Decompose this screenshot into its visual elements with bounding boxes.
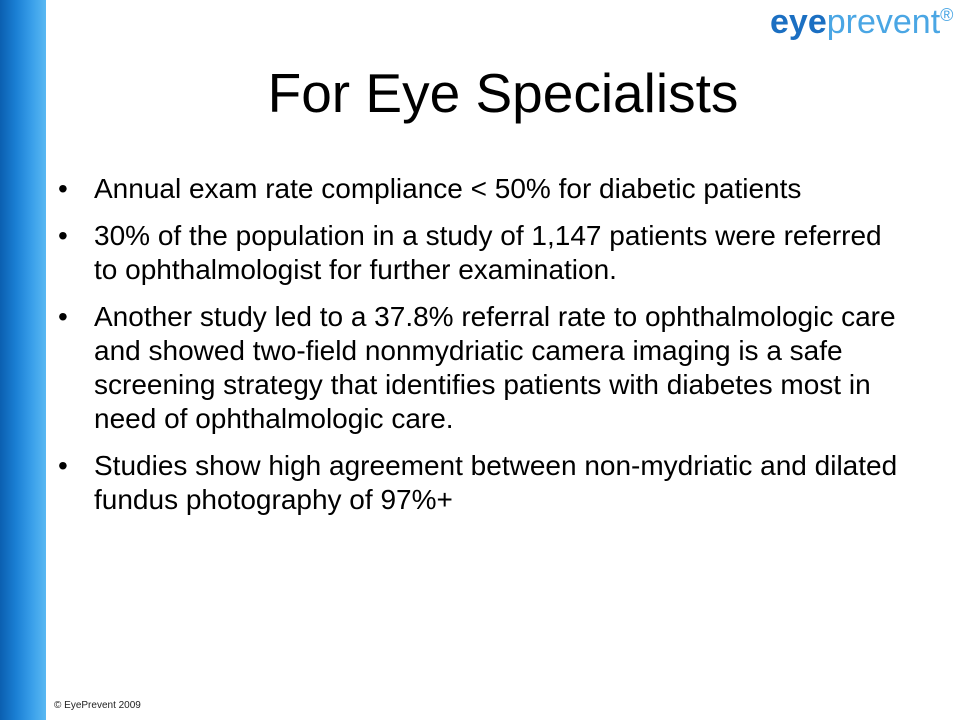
- side-accent-bar: [0, 0, 46, 720]
- logo-text-eye: eye: [770, 3, 827, 41]
- bullet-item: [58, 172, 908, 206]
- bullet-item: [58, 449, 908, 517]
- bullet-dot-icon: •: [58, 301, 68, 332]
- bullet-item: [58, 219, 908, 287]
- slide-title: For Eye Specialists: [267, 62, 739, 124]
- copyright-footer: © EyePrevent 2009: [54, 700, 141, 711]
- logo-text-prevent: prevent: [826, 3, 941, 41]
- registered-mark: ®: [940, 5, 954, 25]
- bullet-dot-icon: •: [58, 220, 68, 251]
- eyeprevent-logo: [770, 0, 953, 44]
- bullet-dot-icon: •: [58, 450, 68, 481]
- bullet-item: [58, 300, 908, 436]
- bullet-text: 30% of the population in a study of 1,147 patients were referred to ophthalmologist for further examination.: [94, 220, 882, 285]
- bullet-dot-icon: •: [58, 173, 68, 204]
- bullet-text: Another study led to a 37.8% referral rate to ophthalmologic care and showed two-field nonmydriatic camera imaging is a safe screening strategy that identifies patients with diabetes most in need of ophthalmologic care.: [94, 301, 896, 434]
- bullet-list: [58, 172, 908, 530]
- bullet-text: Studies show high agreement between non-mydriatic and dilated fundus photography of 97%+: [94, 450, 898, 515]
- bullet-text: Annual exam rate compliance < 50% for diabetic patients: [94, 173, 802, 204]
